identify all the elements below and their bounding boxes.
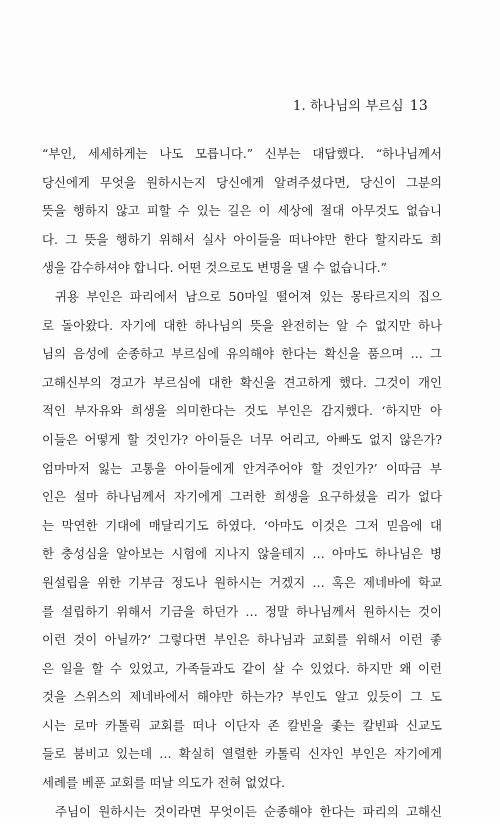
text-line: 이런 것이 아닐까?’ 그렇다면 부인은 하나님과 교회를 위해서 이런 좋 (42, 632, 442, 648)
text-line: 한 충성심을 알아보는 시험에 지나지 않을테지 … 아마도 하나님은 병 (42, 546, 442, 562)
text-line: 다. 그 뜻을 행하기 위해서 실사 아이들을 떠나야만 한다 할지라도 희 (42, 231, 442, 247)
chapter-title: 1. 하나님의 부르심 (293, 99, 404, 114)
text-line: 생을 감수하셔야 합니다. 어떤 것으로도 변명을 댈 수 없습니다.” (42, 260, 387, 276)
text-line: 시는 로마 카톨릭 교회를 떠나 이단자 존 칼빈을 좇는 칼빈파 신교도 (42, 717, 442, 733)
text-line: 들로 붐비고 있는데 … 확실히 열렬한 카톨릭 신자인 부인은 자기에게 (42, 746, 442, 762)
body-text (42, 140, 442, 826)
text-line: 로 돌아왔다. 자기에 대한 하나님의 뜻을 완전히는 알 수 없지만 하나 (42, 317, 442, 333)
text-line: 님의 음성에 순종하고 부르심에 유의해야 한다는 확신을 품으며 … 그 (42, 346, 442, 362)
text-line: 것을 스위스의 제네바에서 해야만 하는가? 부인도 알고 있듯이 그 도 (42, 689, 442, 705)
text-line: 적인 부자유와 희생을 의미한다는 것도 부인은 감지했다. ‘하지만 아 (42, 403, 442, 419)
text-line: 은 일을 할 수 있었고, 가족들과도 같이 살 수 있었다. 하지만 왜 이런 (42, 660, 442, 676)
text-line: 는 막연한 기대에 매달리기도 하였다. ‘아마도 이것은 그저 믿음에 대 (42, 517, 442, 533)
text-line: 고해신부의 경고가 부르심에 대한 확신을 견고하게 했다. 그것이 개인 (42, 374, 442, 390)
text-line: 엄마마저 잃는 고통을 아이들에게 안겨주어야 할 것인가?’ 이따금 부 (42, 460, 442, 476)
text-line: 이들은 어떻게 할 것인가? 아이들은 너무 어리고, 아빠도 없지 않은가? (42, 431, 442, 447)
page-number: 13 (409, 98, 428, 114)
text-line: 당신에게 무엇을 원하시는지 당신에게 알려주셨다면, 당신이 그분의 (42, 174, 442, 190)
text-line: 인은 설마 하나님께서 자기에게 그러한 희생을 요구하셨을 리가 없다 (42, 489, 442, 505)
text-line: 뜻을 행하지 않고 피할 수 있는 길은 이 세상에 절대 아무것도 없습니 (42, 203, 442, 219)
text-line: “부인, 세세하게는 나도 모릅니다.” 신부는 대답했다. “하나님께서 (42, 146, 442, 161)
text-line: 를 설립하기 위해서 기금을 하던가 … 정말 하나님께서 원하시는 것이 (42, 603, 442, 619)
text-line: 원설립을 위한 기부금 정도나 원하시는 거겠지 … 혹은 제네바에 학교 (42, 574, 442, 590)
text-line: 귀용 부인은 파리에서 남으로 50마일 떨어져 있는 몽타르지의 집으 (55, 288, 442, 304)
text-line: 주님이 원하시는 것이라면 무엇이든 순종해야 한다는 파리의 고해신 (55, 803, 442, 819)
text-line: 세례를 베푼 교회를 떠날 의도가 전혀 없었다. (42, 775, 286, 791)
running-header (293, 95, 428, 114)
